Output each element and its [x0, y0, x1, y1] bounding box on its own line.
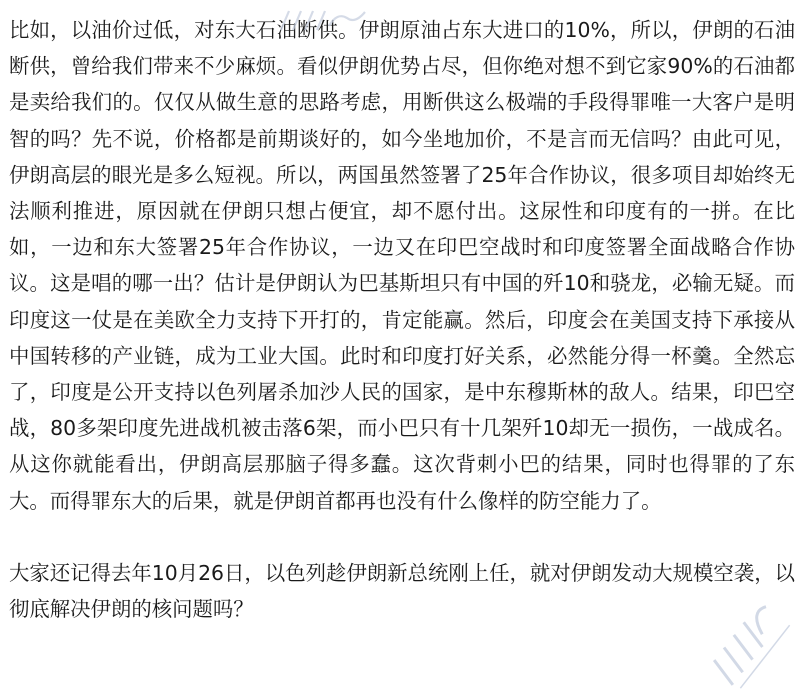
- article-paragraph: 大家还记得去年10月26日，以色列趁伊朗新总统刚上任，就对伊朗发动大规模空袭，以彻底解决伊朗的核问题吗？: [9, 560, 795, 622]
- article-paragraph: 比如，以油价过低，对东大石油断供。伊朗原油占东大进口的10%，所以，伊朗的石油断供，曾给我们带来不少麻烦。看似伊朗优势占尽，但你绝对想不到它家90%的石油都是卖给我们的。仅仅从做生意的思路考虑，用断供这么极端的手段得罪唯一大客户是明智的吗？先不说，价格都是前期谈好的，如今坐地加价，不是言而无信吗？由此可见，伊朗高层的眼光是多么短视。所以，两国虽然签署了25年合作协议，很多项目却始终无法顺利推进，原因就在伊朗只想占便宜，却不愿付出。这尿性和印度有的一拼。在比如，一边和东大签署25年合作协议，一边又在印巴空战时和印度签署全面战略合作协议。这是唱的哪一出？估计是伊朗认为巴基斯坦只有中国的歼10和骁龙，必输无疑。而印度这一仗是在美欧全力支持下开打的，肯定能赢。然后，印度会在美国支持下承接从中国转移的产业链，成为工业大国。此时和印度打好关系，必然能分得一杯羹。全然忘了，印度是公开支持以色列屠杀加沙人民的国家，是中东穆斯林的敌人。结果，印巴空战，80多架印度先进战机被击落6架，而小巴只有十几架歼10却无一损伤，一战成名。从这你就能看出，伊朗高层那脑子得多蠢。这次背刺小巴的结果，同时也得罪的了东大。而得罪东大的后果，就是伊朗首都再也没有什么像样的防空能力了。: [9, 18, 795, 513]
- article-body: [9, 12, 795, 627]
